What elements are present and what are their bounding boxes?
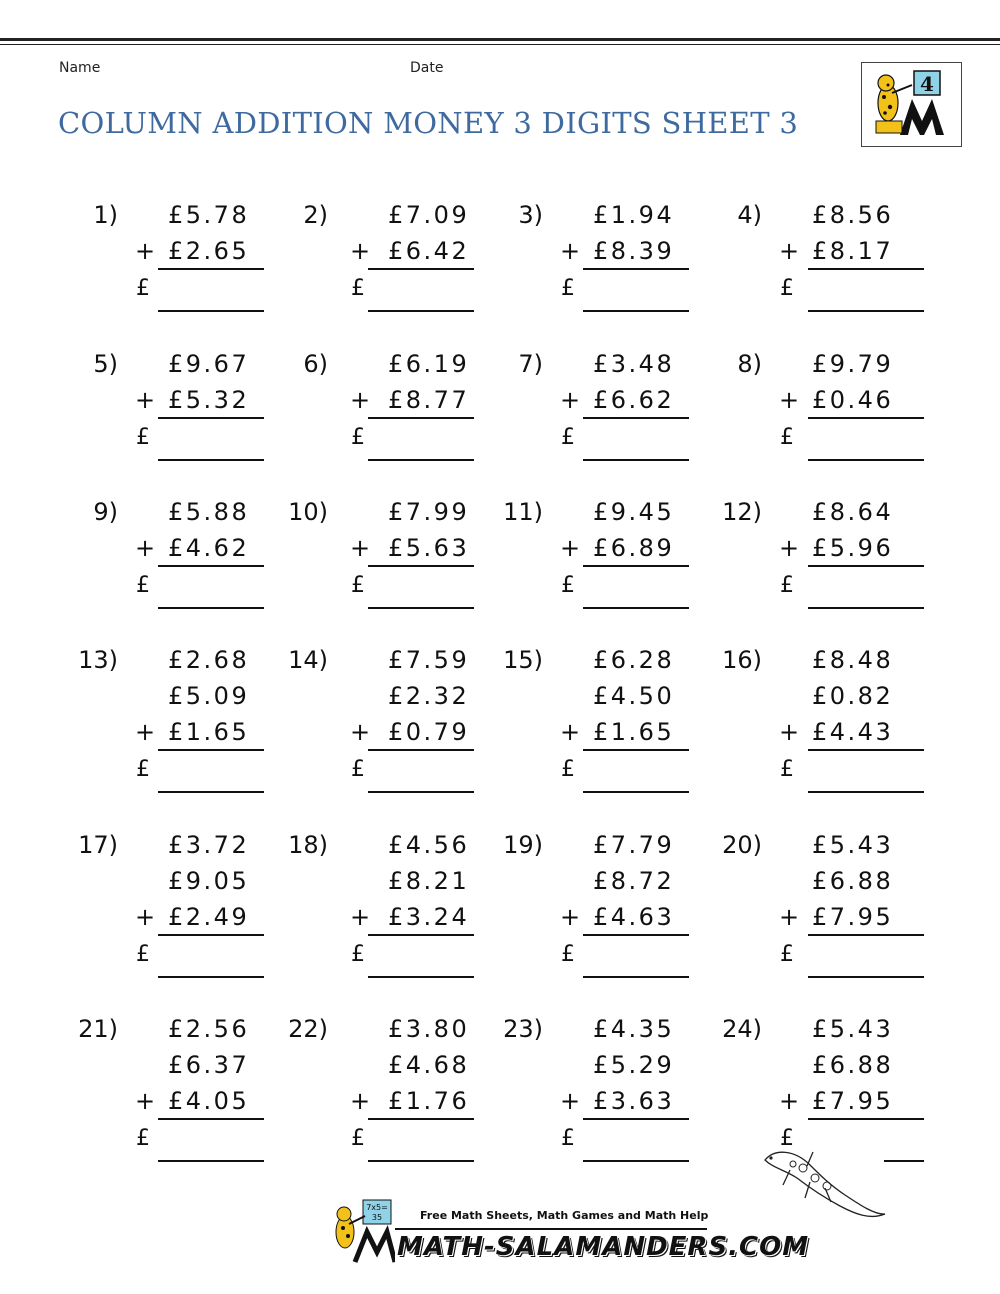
answer-line[interactable]: [808, 976, 924, 978]
footer-badge-bottom: 35: [371, 1213, 383, 1222]
plus-sign: +: [560, 237, 581, 265]
answer-line[interactable]: [158, 607, 264, 609]
plus-sign: +: [560, 534, 581, 562]
problem-number: 14): [288, 646, 328, 674]
problem-number: 15): [503, 646, 543, 674]
problem-10: [288, 495, 503, 645]
problem-5: [78, 347, 293, 497]
sum-rule: [368, 565, 474, 567]
plus-sign: +: [779, 1087, 800, 1115]
salamander-m-logo-icon: [862, 63, 963, 148]
answer-line[interactable]: [583, 1160, 689, 1162]
sum-rule: [158, 417, 264, 419]
sum-rule: [368, 1118, 474, 1120]
footer-site-name: MATH-SALAMANDERS.COM: [397, 1232, 810, 1262]
footer-badge-top: 7x5=: [366, 1203, 388, 1212]
addend: £6.62: [593, 386, 675, 414]
grade-logo: [861, 62, 962, 147]
problem-2: [288, 198, 503, 348]
problem-20: [722, 828, 937, 978]
problem-12: [722, 495, 937, 645]
sum-rule: [583, 934, 689, 936]
problem-21: [78, 1012, 293, 1162]
answer-line[interactable]: [368, 1160, 474, 1162]
addend: £7.09: [388, 201, 470, 229]
problem-23: [503, 1012, 718, 1162]
answer-line[interactable]: [158, 791, 264, 793]
answer-line[interactable]: [158, 976, 264, 978]
sum-rule: [808, 749, 924, 751]
top-rule: [0, 38, 1000, 41]
addend: £4.62: [168, 534, 250, 562]
plus-sign: +: [135, 1087, 156, 1115]
problem-number: 4): [737, 201, 762, 229]
sum-rule: [808, 268, 924, 270]
addend: £0.46: [812, 386, 894, 414]
problem-number: 1): [93, 201, 118, 229]
page-title: COLUMN ADDITION MONEY 3 DIGITS SHEET 3: [58, 106, 799, 140]
plus-sign: +: [135, 386, 156, 414]
addend: £4.56: [388, 831, 470, 859]
addend: £7.99: [388, 498, 470, 526]
addend: £4.63: [593, 903, 675, 931]
problem-17: [78, 828, 293, 978]
plus-sign: +: [135, 903, 156, 931]
footer-logo-icon: [325, 1196, 395, 1266]
problem-number: 22): [288, 1015, 328, 1043]
addend: £7.95: [812, 903, 894, 931]
sum-rule: [368, 417, 474, 419]
answer-currency: £: [351, 276, 365, 301]
answer-line[interactable]: [583, 459, 689, 461]
addend: £4.35: [593, 1015, 675, 1043]
addend: £9.05: [168, 867, 250, 895]
sum-rule: [583, 1118, 689, 1120]
answer-currency: £: [780, 425, 794, 450]
answer-currency: £: [351, 1126, 365, 1151]
sum-rule: [808, 565, 924, 567]
answer-line[interactable]: [583, 976, 689, 978]
plus-sign: +: [779, 237, 800, 265]
problem-number: 23): [503, 1015, 543, 1043]
answer-line[interactable]: [884, 1160, 924, 1162]
answer-currency: £: [780, 276, 794, 301]
addend: £4.05: [168, 1087, 250, 1115]
addend: £9.79: [812, 350, 894, 378]
answer-currency: £: [351, 757, 365, 782]
answer-currency: £: [780, 942, 794, 967]
problem-number: 19): [503, 831, 543, 859]
addend: £5.43: [812, 831, 894, 859]
addend: £5.32: [168, 386, 250, 414]
plus-sign: +: [350, 1087, 371, 1115]
problem-number: 3): [518, 201, 543, 229]
answer-line[interactable]: [808, 607, 924, 609]
plus-sign: +: [560, 903, 581, 931]
plus-sign: +: [135, 718, 156, 746]
addend: £5.78: [168, 201, 250, 229]
problem-number: 12): [722, 498, 762, 526]
salamander-icon: [755, 1140, 890, 1225]
addend: £5.09: [168, 682, 250, 710]
addend: £6.37: [168, 1051, 250, 1079]
addend: £9.45: [593, 498, 675, 526]
sum-rule: [583, 565, 689, 567]
sum-rule: [583, 749, 689, 751]
logo-grade-text: 4: [920, 72, 934, 96]
sum-rule: [368, 749, 474, 751]
addend: £7.95: [812, 1087, 894, 1115]
addend: £1.76: [388, 1087, 470, 1115]
plus-sign: +: [350, 718, 371, 746]
answer-line[interactable]: [368, 791, 474, 793]
addend: £0.82: [812, 682, 894, 710]
answer-currency: £: [561, 573, 575, 598]
plus-sign: +: [779, 534, 800, 562]
answer-line[interactable]: [368, 459, 474, 461]
addend: £8.64: [812, 498, 894, 526]
answer-line[interactable]: [583, 310, 689, 312]
addend: £8.21: [388, 867, 470, 895]
answer-currency: £: [351, 942, 365, 967]
footer-tagline: Free Math Sheets, Math Games and Math Help: [420, 1209, 709, 1222]
problem-number: 6): [303, 350, 328, 378]
sum-rule: [158, 749, 264, 751]
problem-number: 10): [288, 498, 328, 526]
addend: £1.65: [168, 718, 250, 746]
addend: £5.43: [812, 1015, 894, 1043]
plus-sign: +: [560, 718, 581, 746]
problem-number: 13): [78, 646, 118, 674]
answer-currency: £: [561, 276, 575, 301]
sum-rule: [158, 268, 264, 270]
sum-rule: [808, 417, 924, 419]
plus-sign: +: [350, 237, 371, 265]
addend: £2.56: [168, 1015, 250, 1043]
addend: £5.29: [593, 1051, 675, 1079]
problem-6: [288, 347, 503, 497]
answer-line[interactable]: [158, 310, 264, 312]
addend: £4.43: [812, 718, 894, 746]
answer-currency: £: [780, 757, 794, 782]
problem-number: 9): [93, 498, 118, 526]
addend: £2.49: [168, 903, 250, 931]
problem-3: [503, 198, 718, 348]
answer-line[interactable]: [368, 976, 474, 978]
addend: £6.88: [812, 867, 894, 895]
addend: £7.79: [593, 831, 675, 859]
answer-currency: £: [136, 276, 150, 301]
footer-rule: [395, 1228, 707, 1230]
problem-number: 11): [503, 498, 543, 526]
answer-currency: £: [136, 573, 150, 598]
sum-rule: [808, 1118, 924, 1120]
sum-rule: [583, 417, 689, 419]
answer-currency: £: [136, 757, 150, 782]
problem-18: [288, 828, 503, 978]
answer-currency: £: [780, 1126, 794, 1151]
answer-currency: £: [561, 425, 575, 450]
answer-currency: £: [561, 1126, 575, 1151]
plus-sign: +: [350, 903, 371, 931]
plus-sign: +: [779, 386, 800, 414]
answer-line[interactable]: [158, 459, 264, 461]
addend: £3.24: [388, 903, 470, 931]
problem-13: [78, 643, 293, 793]
answer-line[interactable]: [368, 607, 474, 609]
answer-line[interactable]: [583, 791, 689, 793]
plus-sign: +: [135, 237, 156, 265]
answer-currency: £: [136, 942, 150, 967]
addend: £3.72: [168, 831, 250, 859]
problem-1: [78, 198, 293, 348]
addend: £5.88: [168, 498, 250, 526]
addend: £0.79: [388, 718, 470, 746]
addend: £6.88: [812, 1051, 894, 1079]
sum-rule: [368, 268, 474, 270]
sum-rule: [368, 934, 474, 936]
addend: £6.19: [388, 350, 470, 378]
answer-currency: £: [351, 573, 365, 598]
addend: £6.28: [593, 646, 675, 674]
plus-sign: +: [779, 903, 800, 931]
problem-number: 5): [93, 350, 118, 378]
plus-sign: +: [779, 718, 800, 746]
problem-22: [288, 1012, 503, 1162]
problem-number: 18): [288, 831, 328, 859]
addend: £6.42: [388, 237, 470, 265]
plus-sign: +: [560, 386, 581, 414]
problem-number: 7): [518, 350, 543, 378]
answer-currency: £: [561, 757, 575, 782]
addend: £2.65: [168, 237, 250, 265]
addend: £2.32: [388, 682, 470, 710]
sum-rule: [158, 934, 264, 936]
addend: £3.63: [593, 1087, 675, 1115]
plus-sign: +: [350, 386, 371, 414]
problem-number: 20): [722, 831, 762, 859]
addend: £5.96: [812, 534, 894, 562]
answer-currency: £: [780, 573, 794, 598]
problem-number: 24): [722, 1015, 762, 1043]
addend: £3.48: [593, 350, 675, 378]
sum-rule: [158, 565, 264, 567]
addend: £6.89: [593, 534, 675, 562]
problem-number: 2): [303, 201, 328, 229]
answer-currency: £: [351, 425, 365, 450]
plus-sign: +: [135, 534, 156, 562]
problem-number: 16): [722, 646, 762, 674]
footer-brand: [325, 1196, 810, 1268]
sum-rule: [583, 268, 689, 270]
plus-sign: +: [350, 534, 371, 562]
addend: £8.56: [812, 201, 894, 229]
addend: £8.17: [812, 237, 894, 265]
addend: £8.39: [593, 237, 675, 265]
answer-currency: £: [136, 425, 150, 450]
problem-9: [78, 495, 293, 645]
addend: £8.72: [593, 867, 675, 895]
addend: £8.77: [388, 386, 470, 414]
addend: £4.68: [388, 1051, 470, 1079]
addend: £3.80: [388, 1015, 470, 1043]
answer-line[interactable]: [808, 791, 924, 793]
sum-rule: [808, 934, 924, 936]
answer-line[interactable]: [368, 310, 474, 312]
sum-rule: [158, 1118, 264, 1120]
answer-line[interactable]: [808, 459, 924, 461]
answer-line[interactable]: [808, 310, 924, 312]
problem-19: [503, 828, 718, 978]
problem-14: [288, 643, 503, 793]
addend: £7.59: [388, 646, 470, 674]
problem-4: [722, 198, 937, 348]
problem-7: [503, 347, 718, 497]
addend: £2.68: [168, 646, 250, 674]
problem-15: [503, 643, 718, 793]
answer-line[interactable]: [583, 607, 689, 609]
problem-11: [503, 495, 718, 645]
date-label: Date: [410, 60, 444, 76]
addend: £1.94: [593, 201, 675, 229]
addend: £8.48: [812, 646, 894, 674]
problem-number: 21): [78, 1015, 118, 1043]
plus-sign: +: [560, 1087, 581, 1115]
addend: £4.50: [593, 682, 675, 710]
answer-currency: £: [561, 942, 575, 967]
addend: £1.65: [593, 718, 675, 746]
answer-currency: £: [136, 1126, 150, 1151]
problem-number: 17): [78, 831, 118, 859]
name-label: Name: [59, 60, 101, 76]
problem-number: 8): [737, 350, 762, 378]
answer-line[interactable]: [158, 1160, 264, 1162]
problem-16: [722, 643, 937, 793]
top-rule-thin: [0, 44, 1000, 45]
addend: £5.63: [388, 534, 470, 562]
problem-8: [722, 347, 937, 497]
addend: £9.67: [168, 350, 250, 378]
